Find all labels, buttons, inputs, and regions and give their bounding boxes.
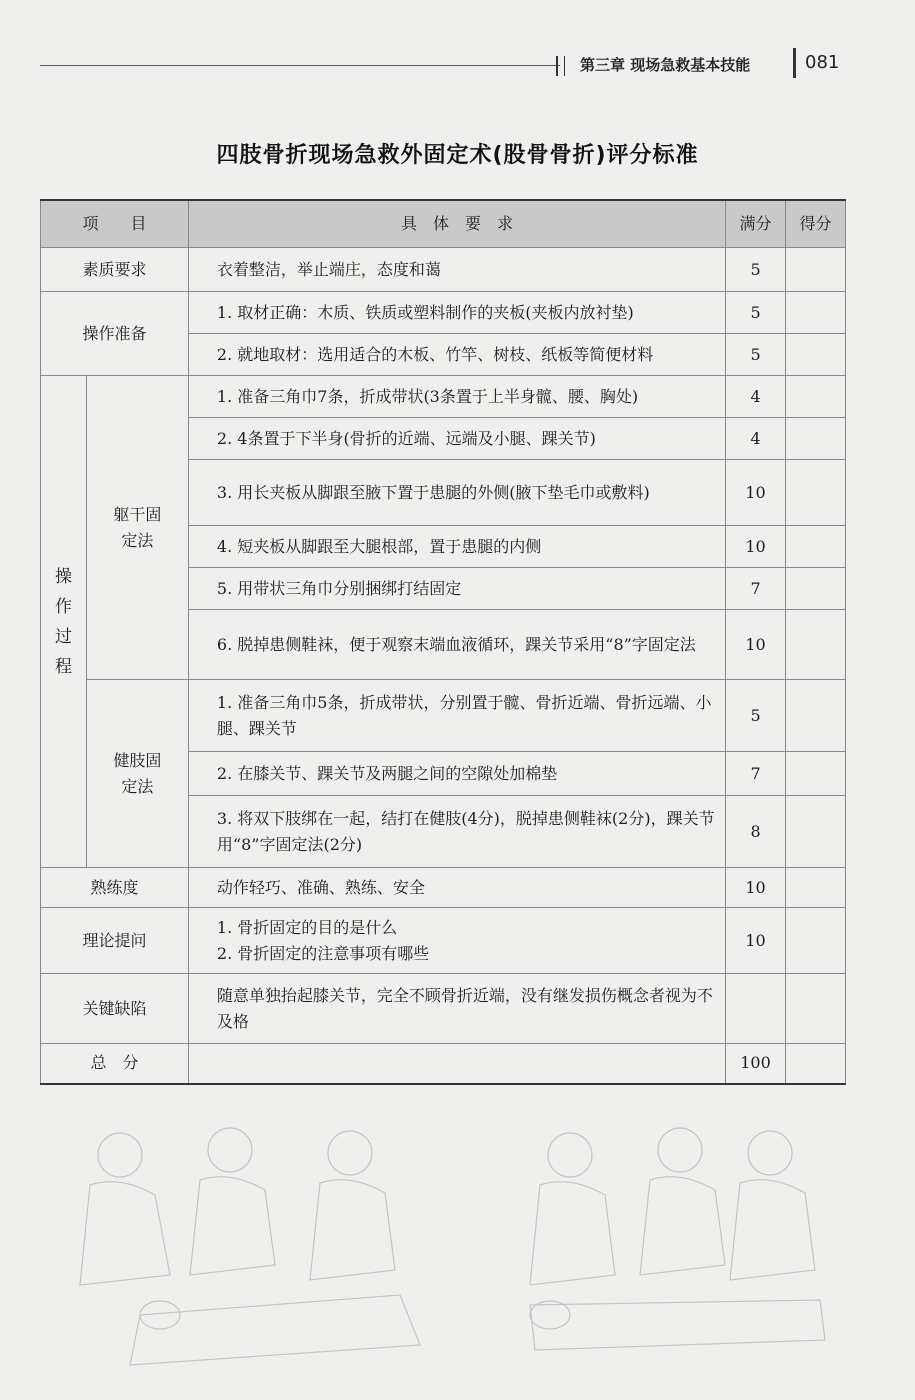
requirement-cell: 1. 准备三角巾7条，折成带状(3条置于上半身髋、腰、胸处) — [188, 376, 725, 418]
table-row — [41, 908, 846, 974]
score-cell — [786, 334, 846, 376]
item-cell: 熟练度 — [41, 868, 189, 908]
table-header-row — [41, 200, 846, 248]
subgroup-cell — [86, 680, 188, 868]
table-row — [41, 974, 846, 1044]
points-cell: 4 — [726, 376, 786, 418]
header-rule — [40, 65, 560, 66]
requirement-cell: 1. 取材正确：木质、铁质或塑料制作的夹板(夹板内放衬垫) — [188, 292, 725, 334]
points-cell: 7 — [726, 752, 786, 796]
item-cell: 总 分 — [41, 1044, 189, 1084]
bleed-through-illustration-left — [60, 1115, 440, 1375]
item-cell: 理论提问 — [41, 908, 189, 974]
header-full-score: 满分 — [726, 200, 786, 248]
points-cell: 5 — [726, 292, 786, 334]
score-cell — [786, 526, 846, 568]
requirement-cell: 随意单独抬起膝关节，完全不顾骨折近端，没有继发损伤概念者视为不及格 — [188, 974, 725, 1044]
score-cell — [786, 376, 846, 418]
points-cell: 5 — [726, 248, 786, 292]
requirement-cell — [188, 1044, 725, 1084]
table-row-total — [41, 1044, 846, 1084]
score-cell — [786, 568, 846, 610]
requirement-cell: 2. 在膝关节、踝关节及两腿之间的空隙处加棉垫 — [188, 752, 725, 796]
points-cell: 5 — [726, 680, 786, 752]
points-cell — [726, 974, 786, 1044]
points-cell: 10 — [726, 868, 786, 908]
score-cell — [786, 610, 846, 680]
score-cell — [786, 248, 846, 292]
points-cell: 4 — [726, 418, 786, 460]
page-number: 081 — [805, 52, 840, 73]
requirement-cell: 3. 用长夹板从脚跟至腋下置于患腿的外侧(腋下垫毛巾或敷料) — [188, 460, 725, 526]
score-cell — [786, 868, 846, 908]
requirement-cell: 1. 准备三角巾5条，折成带状，分别置于髋、骨折近端、骨折远端、小腿、踝关节 — [188, 680, 725, 752]
table-row — [41, 868, 846, 908]
points-cell: 10 — [726, 526, 786, 568]
requirement-cell: 2. 4条置于下半身(骨折的近端、远端及小腿、踝关节) — [188, 418, 725, 460]
requirement-cell: 4. 短夹板从脚跟至大腿根部，置于患腿的内侧 — [188, 526, 725, 568]
points-cell: 10 — [726, 460, 786, 526]
points-cell: 7 — [726, 568, 786, 610]
item-cell: 操作准备 — [41, 292, 189, 376]
requirement-cell — [188, 908, 725, 974]
requirement-cell: 衣着整洁，举止端庄，态度和蔼 — [188, 248, 725, 292]
table-row — [41, 248, 846, 292]
requirement-cell: 5. 用带状三角巾分别捆绑打结固定 — [188, 568, 725, 610]
subgroup-label: 躯干固定法 — [113, 504, 162, 550]
score-cell — [786, 752, 846, 796]
score-cell — [786, 460, 846, 526]
header-item: 项 目 — [41, 200, 189, 248]
total-points-cell: 100 — [726, 1044, 786, 1084]
score-cell — [786, 796, 846, 868]
subgroup-cell — [86, 376, 188, 680]
score-cell — [786, 418, 846, 460]
table-row — [41, 376, 846, 418]
score-cell — [786, 974, 846, 1044]
requirement-cell: 6. 脱掉患侧鞋袜，便于观察末端血液循环，踝关节采用“8”字固定法 — [188, 610, 725, 680]
process-label-cell — [41, 376, 87, 868]
points-cell: 10 — [726, 908, 786, 974]
points-cell: 10 — [726, 610, 786, 680]
header-marker — [556, 56, 565, 76]
table-row — [41, 680, 846, 752]
scoring-table — [40, 199, 846, 1085]
requirement-cell: 2. 就地取材：选用适合的木板、竹竿、树枝、纸板等简便材料 — [188, 334, 725, 376]
table-row — [41, 292, 846, 334]
score-cell — [786, 1044, 846, 1084]
header-score: 得分 — [786, 200, 846, 248]
points-cell: 8 — [726, 796, 786, 868]
subgroup-label: 健肢固定法 — [113, 750, 162, 796]
header-divider — [793, 48, 796, 78]
process-label: 操作过程 — [54, 566, 72, 677]
requirement-cell: 动作轻巧、准确、熟练、安全 — [188, 868, 725, 908]
header-requirement: 具 体 要 求 — [188, 200, 725, 248]
bleed-through-illustration-right — [490, 1115, 850, 1375]
score-cell — [786, 680, 846, 752]
item-cell: 素质要求 — [41, 248, 189, 292]
score-cell — [786, 908, 846, 974]
question-line: 1. 骨折固定的目的是什么 — [216, 917, 398, 937]
requirement-cell: 3. 将双下肢绑在一起，结打在健肢(4分)，脱掉患侧鞋袜(2分)，踝关节用“8”字固定法(2分) — [188, 796, 725, 868]
chapter-title: 第三章 现场急救基本技能 — [580, 56, 751, 74]
score-cell — [786, 292, 846, 334]
question-line: 2. 骨折固定的注意事项有哪些 — [216, 943, 430, 963]
item-cell: 关键缺陷 — [41, 974, 189, 1044]
page-title: 四肢骨折现场急救外固定术(股骨骨折)评分标准 — [216, 143, 699, 168]
points-cell: 5 — [726, 334, 786, 376]
